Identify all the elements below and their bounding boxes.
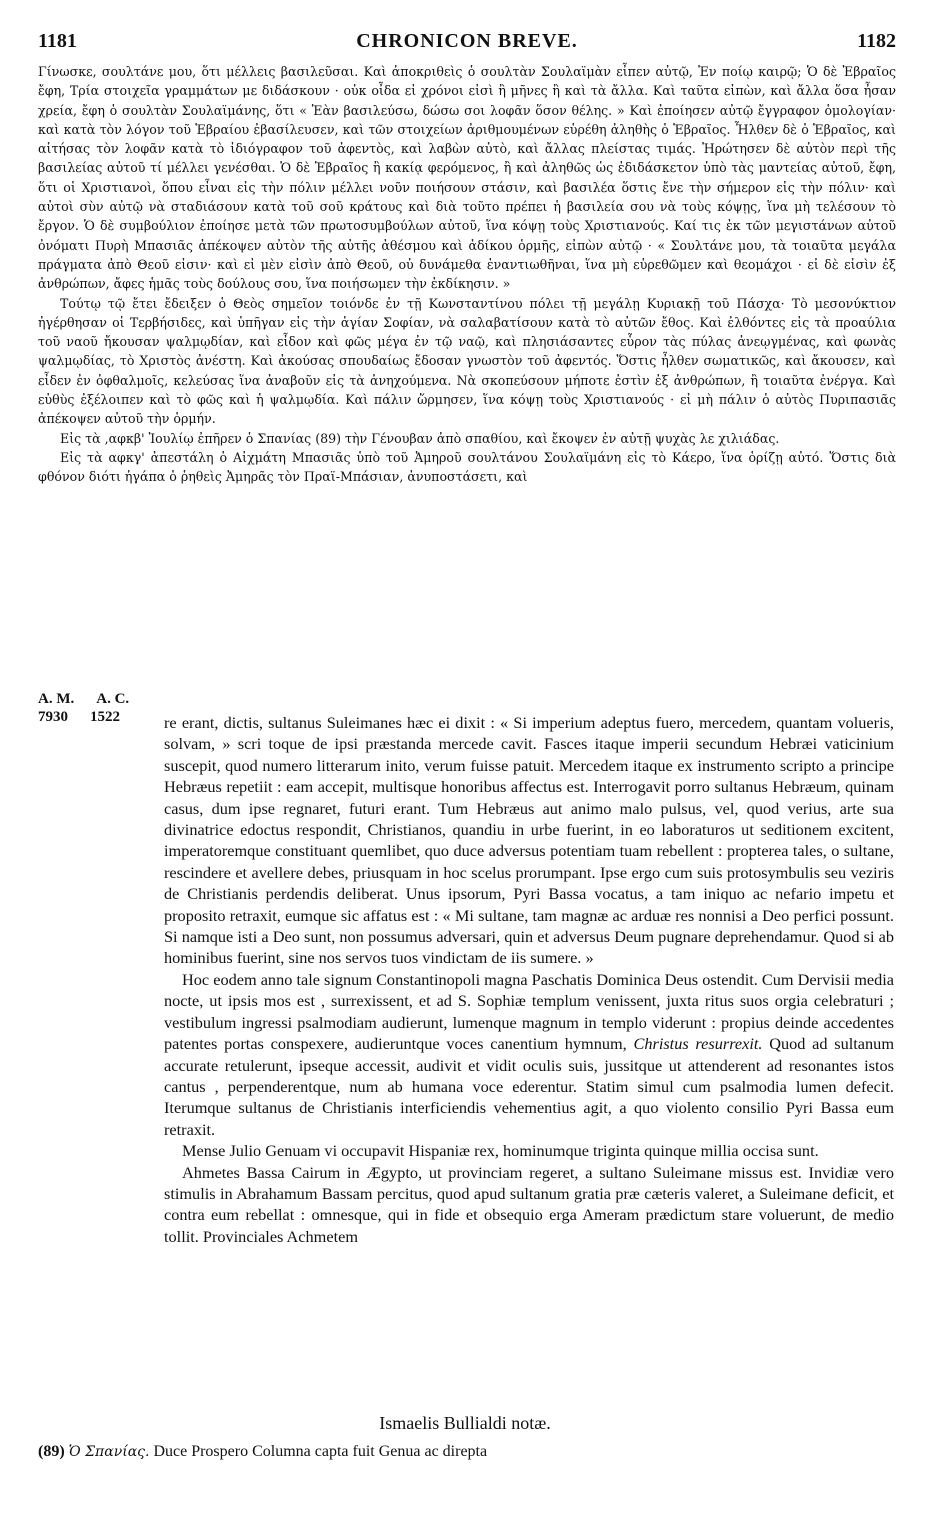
footnote-greek-lemma: Ὁ Σπανίας.	[68, 1444, 150, 1460]
greek-paragraph-3: Εἰς τὰ ,αφκβ' Ἰουλίῳ ἐπῆρεν ὁ Σπανίας (89) τὴν Γένουβαν ἀπὸ σπαθίου, καὶ ἔκοψεν ἐν αὐτῇ ψυχὰς λε χιλιάδας.	[60, 430, 780, 446]
latin-paragraph-2-part-b: Quod ad sultanum accurate retulerunt, ipseque accessit, audivit et vidit oculis suis, jussitque ut attenderent ad resonantes istos cantus , perpenderentque, num ab humana voce ederentur. Statim simul cum psalmodia lumen defecit. Iterumque sultanus de Christianis interficiendis vehementius agit, a quo violento consilio Pyri Bassa eum retraxit.	[164, 1034, 894, 1139]
margin-year-ac: 1522	[90, 709, 120, 725]
greek-text-block	[38, 62, 896, 487]
latin-italic-phrase: Christus resurrexit.	[633, 1034, 763, 1054]
greek-paragraph-2: Τούτῳ τῷ ἔτει ἔδειξεν ὁ Θεὸς σημεῖον τοιόνδε ἐν τῇ Κωνσταντίνου πόλει τῇ μεγάλῃ Κυριακῇ τοῦ Πάσχα· Τὸ μεσονύκτιον ἠγέρθησαν οἱ Τερβήσιδες, καὶ ὑπῆγαν εἰς τὴν ἁγίαν Σοφίαν, νὰ σαλαβατίσουν κατὰ τὸ αὐτῶν ἔθος. Καὶ ἐλθόντες εἰς τὰ προαύλια τοῦ ναοῦ ἤκουσαν ψαλμῳδίαν, καὶ εἶδον καὶ φῶς μέγα ἐν τῷ ναῷ, καὶ πλησιάσαντες εὗρον τὰς πύλας ἀνεῳγμένας, καὶ φωνὰς ψαλμῳδίας, τὸ Χριστὸς ἀνέστη. Καὶ ἀκούσας σπουδαίως ἔδοσαν γνωστὸν τοῦ ἀφεντός. Ὅστις ἦλθεν σωματικῶς, καὶ ἄκουσεν, καὶ εἶδεν ἐν ὀφθαλμοῖς, κελεύσας ἵνα ἀναβοῦν εἰς τὰ ἀνηχούμενα. Νὰ σκοπεύσουν μήποτε ἐστὶν ἐξ ἀνθρώπων, ἢ τοιαῦτα ἐνέργα. Καὶ εὐθὺς ἐξέλοιπεν καὶ τὸ φῶς καὶ ἡ ψαλμῳδία. Καὶ πάλιν ὥρμησεν, ἵνα κόψῃ τοὺς Χριστιανούς · εἰ μὴ πάλιν ὁ αὐτὸς Πυριπασιᾶς ἀπέκοψεν αὐτοῦ τὴν ὁρμήν.	[38, 295, 896, 427]
footnote-text: Duce Prospero Columna capta fuit Genua ac direpta	[153, 1443, 488, 1460]
latin-paragraph-2	[164, 969, 894, 1140]
latin-paragraph-2-part-a: Hoc eodem anno tale signum Constantinopoli magna Paschatis Dominica Deus ostendit. Cum Dervisii media nocte, ut ipsis mos est , surrexissent, et ad S. Sophiæ templum venissent, juxta ritus suos orgia celebraturi ; vestibulum ingressi psalmodiam audierunt, lumenque magnum in templo viderunt : propius deinde accedentes patentes portas conspexere, audieruntque voces canentium hymnum,	[164, 969, 894, 1054]
margin-heading-am: A. M.	[38, 691, 75, 707]
latin-paragraph-4: Ahmetes Bassa Cairum in Ægypto, ut provinciam regeret, a sultano Suleimane missus est. Invidiæ vero stimulis in Abrahamum Bassam percitus, quod apud sultanum gratia præ cæteris valeret, a Suleimane deficit, et contra eum rebellat : omnesque, qui in fide et obsequio erga Ameram prædictum stare voluerunt, de medio tollit. Provinciales Achmetem	[164, 1162, 894, 1246]
greek-paragraph-1: Γίνωσκε, σουλτάνε μου, ὅτι μέλλεις βασιλεῦσαι. Καὶ ἀποκριθεὶς ὁ σουλτὰν Σουλαϊμὰν εἶπεν αὐτῷ, Ἐν ποίῳ καιρῷ; Ὁ δὲ Ἑβραῖος ἔφη, Τρία στοιχεῖα γραμμάτων με διδάσκουν · οὐκ οἶδα εἰ χρόνοι εἰσὶ ἢ μῆνες ἢ καὶ τὰ ἄλλα. Καὶ ταῦτα εἰπὼν, καὶ ἄλλα ὅσα ἦσαν χρεία, ἔφη ὁ σουλτὰν Σουλαϊμάνης, ὅτι « Ἐὰν βασιλεύσω, δώσω σοι λοφᾶν ὅσον θέλης. » Καὶ ἐποίησεν αὐτῷ ἔγγραφον ὁμολογίαν· καὶ κατὰ τὸν λόγον τοῦ Ἑβραίου ἐβασίλευσεν, καὶ τῶν στοιχείων ἀριθμουμένων εὑρέθη ἀληθὴς ὁ Ἑβραῖος. Ἦλθεν δὲ ὁ Ἑβραῖος, καὶ αἰτήσας τὸν λοφᾶν κατὰ τὸ ἰδιόγραφον τοῦ ἀφεντὸς, καὶ λαβὼν αὐτὸ, καὶ ἄλλας πλείστας τιμάς. Ἠρώτησεν δὲ αὐτὸν περὶ τῆς βασιλείας αὐτοῦ τί μέλλει γενέσθαι. Ὁ δὲ Ἑβραῖος ἢ κακίᾳ φερόμενος, ἢ καὶ ἀληθῶς ὡς ἐδιδάσκετον ὑπὸ τὰς μαντείας αὐτοῦ, ἔφη, ὅτι οἱ Χριστιανοὶ, ὅπου εἶναι εἰς τὴν πόλιν μέλλει νοῦν ποιήσουν στάσιν, καὶ βασιλέα ὅστις ἔνε τὴν σήμερον εἰς τὴν πόλιν· καὶ αὐτοὶ σὺν αὐτῷ νὰ σταδιάσουν κατὰ τοῦ σοῦ κράτους καὶ διὰ τοῦτο πρέπει ἡ βασιλεία σου νὰ τοὺς κόψῃς, ἵνα μὴ τελέσουν τὸ ἔργον. Ὁ δὲ συμβούλιον ἐποίησε μετὰ τῶν πρωτοσυμβούλων αὐτοῦ, ἵνα κόψῃ τοὺς Χριστιανούς. Καί τις ἐκ τῶν μεγιστάνων αὐτοῦ ὀνόματι Πυρὴ Μπασιᾶς ἀπέκοψεν αὐτὸν τῆς αὐτῆς ἀθέσμου καὶ ἀδίκου ὁρμῆς, εἰπὼν αὐτῷ · « Σουλτάνε μου, τὰ τοιαῦτα μεγάλα πράγματα ἀπὸ Θεοῦ εἰσιν· καὶ εἰ μὲν εἰσὶν ἀπὸ Θεοῦ, οὐ δυνάμεθα ἐναντιωθῆναι, ἵνα μὴ εὑρεθῶμεν καὶ θεομάχοι · εἰ δὲ εἰσὶν ἐξ ἀνθρώπων, ἄφες ἡμᾶς τοὺς δούλους σου, ἵνα ποιήσωμεν τὴν ἐκδίκησιν. »	[38, 64, 896, 292]
latin-paragraph-3: Mense Julio Genuam vi occupavit Hispaniæ rex, hominumque triginta quinque millia occisa sunt.	[182, 1141, 819, 1161]
latin-paragraph-1: re erant, dictis, sultanus Suleimanes hæc ei dixit : « Si imperium adeptus fuero, mercedem, quantam volueris, solvam, » scri toque de ipsi præstanda mercede cavit. Fasces itaque imperii secundum Hebræi vaticinium suscepit, quod numero litterarum inito, verum fuisse patuit. Mercedem itaque ex instrumento scripto a principe Hebræus repetiit : eam accepit, multisque honoribus affectus est. Interrogavit porro sultanus Hebræum, quinam casus, dum ipse regnaret, futuri erant. Tum Hebræus aut animo malo pulsus, vel, quod verius, arte sua divinatrice edoctus respondit, Christianos, quandiu in urbe fuerint, in eo laboraturos ut seditionem excitent, imperatoremque constituant quemlibet, quo duce adversus potentiam tuam rebellent : propterea tales, o sultane, rescindere et avellere debes, priusquam in hoc scelus prorumpant. Ipse ergo cum suis protosymbulis seu veziris de Christianis perdendis deliberat. Unus ipsorum, Pyri Bassa vocatus, a tam iniquo ac nefario impetu et proposito retraxit, eumque sic affatus est : « Mi sultane, tam magnæ ac arduæ res nonnisi a Deo perfici possunt. Si namque isti a Deo sunt, non possumus adversari, quin et adversus Deum pugnare deprehendamur. Quod si ab hominibus fuerint, sine nos servos tuos vindictam de iis sumere. »	[164, 713, 894, 968]
margin-year-am: 7930	[38, 709, 68, 725]
page-number-right: 1182	[857, 30, 896, 52]
margin-heading-ac: A. C.	[96, 691, 130, 707]
running-title: CHRONICON BREVE.	[356, 30, 578, 52]
notes-heading: Ismaelis Bullialdi notæ.	[379, 1413, 551, 1433]
page-header	[38, 30, 896, 56]
greek-paragraph-4: Εἰς τὰ αφκγ' ἀπεστάλη ὁ Αἰχμάτη Μπασιᾶς ὑπὸ τοῦ Ἀμηροῦ σουλτάνου Σουλαϊμάνη εἰς τὸ Κάερο, ἵνα ὁρίζῃ αὐτό. Ὅστις διὰ φθόνον διότι ἠγάπα ὁ ῥηθεὶς Ἀμηρᾶς τὸν Πραϊ-Μπάσιαν, ἀνυποστάσετι, καὶ	[38, 449, 896, 485]
page-number-left: 1181	[38, 30, 77, 52]
footnote	[38, 1442, 896, 1462]
footnote-number: (89)	[38, 1443, 65, 1460]
latin-text-block	[164, 712, 894, 1247]
margin-dates	[38, 690, 158, 726]
